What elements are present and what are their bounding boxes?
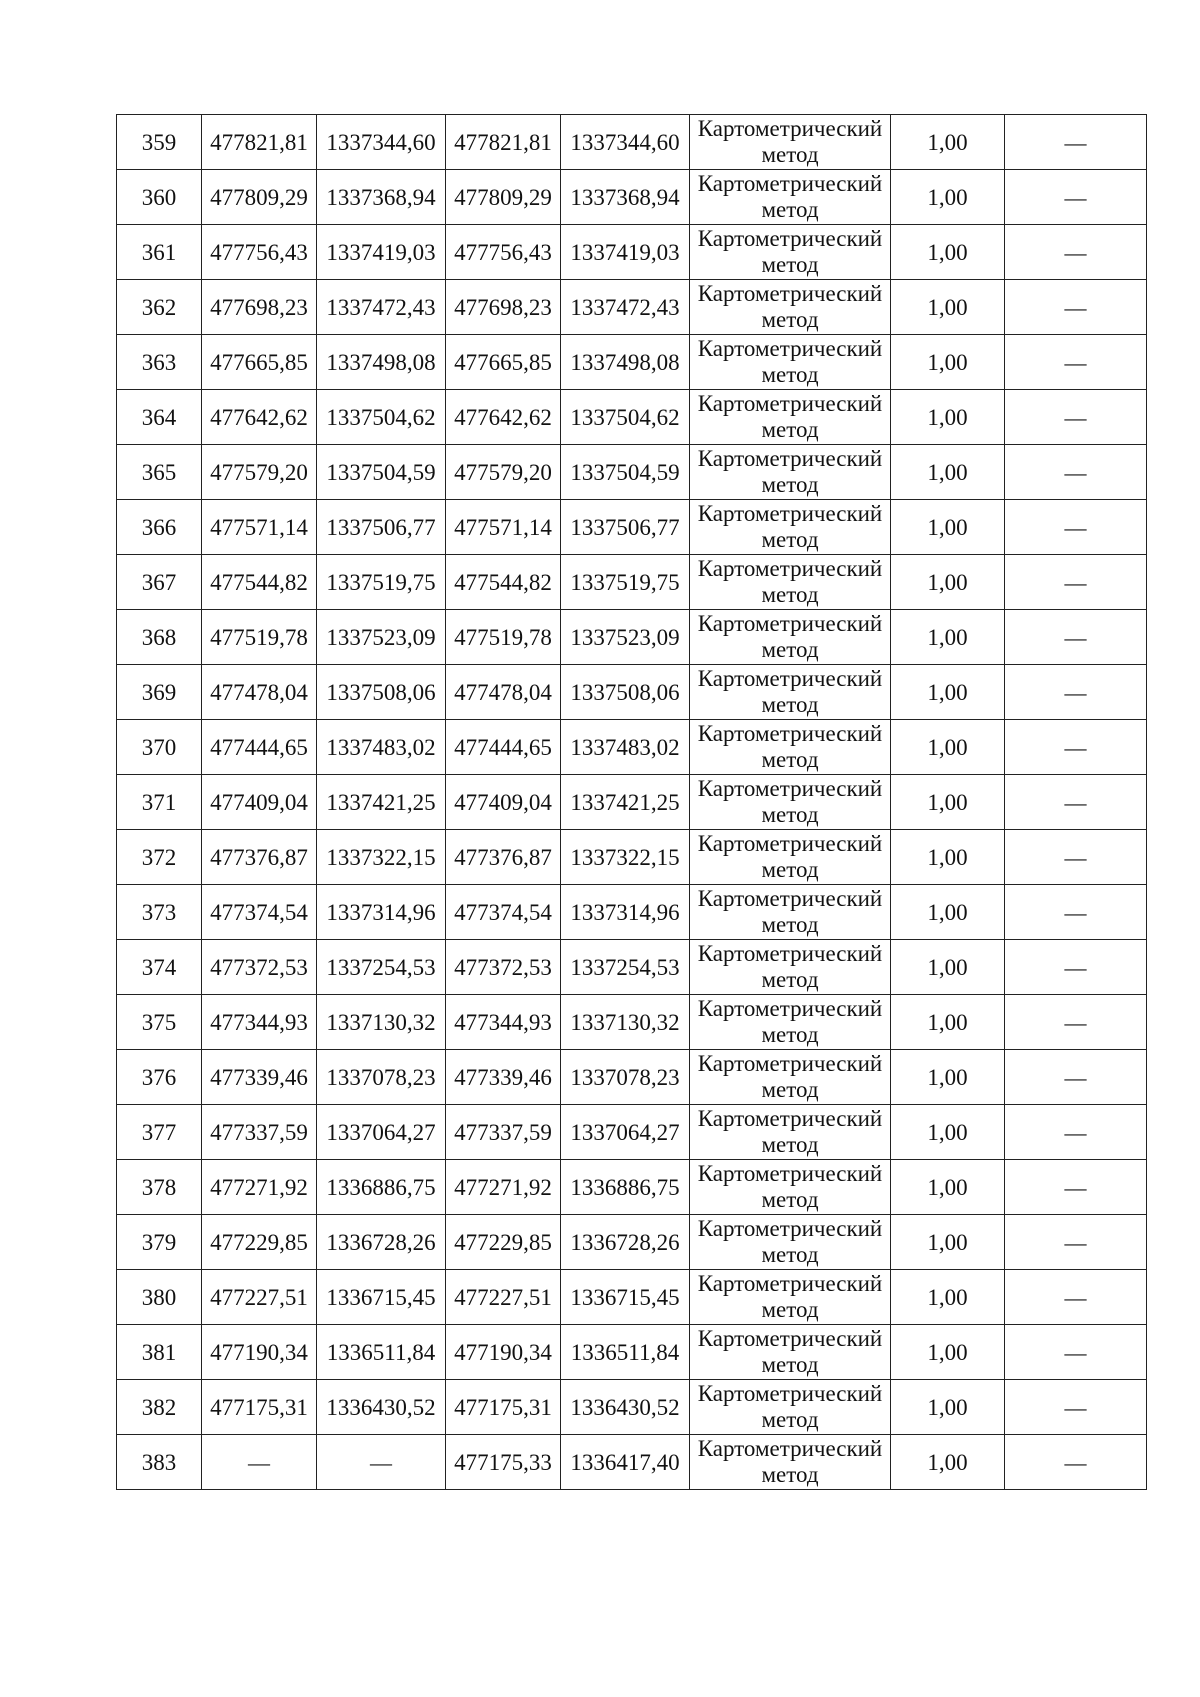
table-row <box>117 445 1147 500</box>
table-row <box>117 335 1147 390</box>
method-cell <box>690 1270 891 1325</box>
new-y-cell: 1337472,43 <box>561 280 690 335</box>
method-line-1: Картометрический <box>697 391 883 416</box>
description-cell: — <box>1005 1270 1147 1325</box>
old-y-cell: 1336511,84 <box>317 1325 446 1380</box>
method-cell <box>690 665 891 720</box>
method-line-2: метод <box>761 197 819 222</box>
method-cell <box>690 775 891 830</box>
accuracy-cell: 1,00 <box>891 555 1005 610</box>
new-x-cell: 477190,34 <box>446 1325 561 1380</box>
table-row <box>117 1270 1147 1325</box>
old-y-cell: 1337419,03 <box>317 225 446 280</box>
method-cell <box>690 1435 891 1490</box>
new-x-cell: 477519,78 <box>446 610 561 665</box>
method-cell <box>690 445 891 500</box>
method-line-2: метод <box>761 1022 819 1047</box>
old-x-cell: 477756,43 <box>202 225 317 280</box>
new-x-cell: 477229,85 <box>446 1215 561 1270</box>
old-x-cell: 477376,87 <box>202 830 317 885</box>
new-y-cell: 1336728,26 <box>561 1215 690 1270</box>
old-y-cell: 1336886,75 <box>317 1160 446 1215</box>
method-line-1: Картометрический <box>697 1436 883 1461</box>
method-line-2: метод <box>761 747 819 772</box>
method-cell <box>690 1325 891 1380</box>
old-y-cell: 1337504,59 <box>317 445 446 500</box>
method-line-1: Картометрический <box>697 446 883 471</box>
method-line-2: метод <box>761 417 819 442</box>
table-row <box>117 885 1147 940</box>
method-cell <box>690 115 891 170</box>
point-number-cell: 383 <box>117 1435 202 1490</box>
point-number-cell: 375 <box>117 995 202 1050</box>
point-number-cell: 367 <box>117 555 202 610</box>
table-row <box>117 940 1147 995</box>
accuracy-cell: 1,00 <box>891 940 1005 995</box>
point-number-cell: 376 <box>117 1050 202 1105</box>
old-x-cell: 477344,93 <box>202 995 317 1050</box>
new-x-cell: 477571,14 <box>446 500 561 555</box>
method-line-2: метод <box>761 1242 819 1267</box>
description-cell: — <box>1005 500 1147 555</box>
method-line-2: метод <box>761 142 819 167</box>
method-cell <box>690 1160 891 1215</box>
accuracy-cell: 1,00 <box>891 775 1005 830</box>
method-line-1: Картометрический <box>697 1326 883 1351</box>
accuracy-cell: 1,00 <box>891 1160 1005 1215</box>
table-row <box>117 500 1147 555</box>
old-x-cell: 477339,46 <box>202 1050 317 1105</box>
description-cell: — <box>1005 1160 1147 1215</box>
point-number-cell: 377 <box>117 1105 202 1160</box>
old-x-cell: 477571,14 <box>202 500 317 555</box>
old-x-cell: 477229,85 <box>202 1215 317 1270</box>
method-cell <box>690 830 891 885</box>
method-cell <box>690 885 891 940</box>
description-cell: — <box>1005 170 1147 225</box>
table-row <box>117 390 1147 445</box>
method-cell <box>690 1380 891 1435</box>
method-line-2: метод <box>761 1187 819 1212</box>
method-line-1: Картометрический <box>697 721 883 746</box>
old-y-cell: 1337508,06 <box>317 665 446 720</box>
point-number-cell: 366 <box>117 500 202 555</box>
old-x-cell: 477579,20 <box>202 445 317 500</box>
old-y-cell: 1336430,52 <box>317 1380 446 1435</box>
new-y-cell: 1337254,53 <box>561 940 690 995</box>
accuracy-cell: 1,00 <box>891 610 1005 665</box>
new-y-cell: 1337322,15 <box>561 830 690 885</box>
new-y-cell: 1337508,06 <box>561 665 690 720</box>
method-cell <box>690 500 891 555</box>
method-cell <box>690 170 891 225</box>
new-y-cell: 1336715,45 <box>561 1270 690 1325</box>
coordinates-table <box>116 114 1147 1490</box>
accuracy-cell: 1,00 <box>891 1270 1005 1325</box>
method-line-1: Картометрический <box>697 666 883 691</box>
old-y-cell: 1337498,08 <box>317 335 446 390</box>
new-y-cell: 1337078,23 <box>561 1050 690 1105</box>
new-y-cell: 1337483,02 <box>561 720 690 775</box>
old-y-cell: 1337064,27 <box>317 1105 446 1160</box>
old-x-cell: 477642,62 <box>202 390 317 445</box>
accuracy-cell: 1,00 <box>891 1435 1005 1490</box>
description-cell: — <box>1005 390 1147 445</box>
new-x-cell: 477175,31 <box>446 1380 561 1435</box>
method-line-2: метод <box>761 967 819 992</box>
point-number-cell: 379 <box>117 1215 202 1270</box>
method-line-1: Картометрический <box>697 611 883 636</box>
point-number-cell: 362 <box>117 280 202 335</box>
point-number-cell: 373 <box>117 885 202 940</box>
table-row <box>117 720 1147 775</box>
new-y-cell: 1337498,08 <box>561 335 690 390</box>
table-row <box>117 665 1147 720</box>
new-y-cell: 1337419,03 <box>561 225 690 280</box>
new-x-cell: 477698,23 <box>446 280 561 335</box>
table-row <box>117 1325 1147 1380</box>
new-y-cell: 1337344,60 <box>561 115 690 170</box>
new-y-cell: 1337368,94 <box>561 170 690 225</box>
old-y-cell: — <box>317 1435 446 1490</box>
table-row <box>117 170 1147 225</box>
table-row <box>117 830 1147 885</box>
table-row <box>117 1105 1147 1160</box>
table-row <box>117 1050 1147 1105</box>
description-cell: — <box>1005 940 1147 995</box>
method-line-1: Картометрический <box>697 1051 883 1076</box>
method-line-2: метод <box>761 1407 819 1432</box>
table-row <box>117 1435 1147 1490</box>
old-y-cell: 1337504,62 <box>317 390 446 445</box>
method-line-1: Картометрический <box>697 831 883 856</box>
method-cell <box>690 280 891 335</box>
point-number-cell: 372 <box>117 830 202 885</box>
new-y-cell: 1337506,77 <box>561 500 690 555</box>
method-cell <box>690 610 891 665</box>
new-x-cell: 477444,65 <box>446 720 561 775</box>
old-y-cell: 1337421,25 <box>317 775 446 830</box>
method-line-2: метод <box>761 1077 819 1102</box>
point-number-cell: 361 <box>117 225 202 280</box>
new-x-cell: 477372,53 <box>446 940 561 995</box>
point-number-cell: 382 <box>117 1380 202 1435</box>
new-x-cell: 477227,51 <box>446 1270 561 1325</box>
description-cell: — <box>1005 335 1147 390</box>
new-x-cell: 477374,54 <box>446 885 561 940</box>
method-line-1: Картометрический <box>697 226 883 251</box>
new-x-cell: 477409,04 <box>446 775 561 830</box>
new-x-cell: 477478,04 <box>446 665 561 720</box>
method-line-1: Картометрический <box>697 281 883 306</box>
old-x-cell: 477372,53 <box>202 940 317 995</box>
method-cell <box>690 1050 891 1105</box>
old-x-cell: 477698,23 <box>202 280 317 335</box>
old-y-cell: 1337314,96 <box>317 885 446 940</box>
new-x-cell: 477271,92 <box>446 1160 561 1215</box>
description-cell: — <box>1005 1380 1147 1435</box>
method-line-1: Картометрический <box>697 1106 883 1131</box>
description-cell: — <box>1005 225 1147 280</box>
table-row <box>117 610 1147 665</box>
old-y-cell: 1336715,45 <box>317 1270 446 1325</box>
method-line-1: Картометрический <box>697 171 883 196</box>
method-line-1: Картометрический <box>697 1216 883 1241</box>
point-number-cell: 365 <box>117 445 202 500</box>
accuracy-cell: 1,00 <box>891 115 1005 170</box>
method-line-1: Картометрический <box>697 1161 883 1186</box>
point-number-cell: 378 <box>117 1160 202 1215</box>
table-row <box>117 995 1147 1050</box>
point-number-cell: 363 <box>117 335 202 390</box>
accuracy-cell: 1,00 <box>891 280 1005 335</box>
old-x-cell: 477190,34 <box>202 1325 317 1380</box>
old-y-cell: 1337483,02 <box>317 720 446 775</box>
method-line-2: метод <box>761 802 819 827</box>
new-x-cell: 477809,29 <box>446 170 561 225</box>
old-x-cell: 477175,31 <box>202 1380 317 1435</box>
point-number-cell: 359 <box>117 115 202 170</box>
accuracy-cell: 1,00 <box>891 885 1005 940</box>
description-cell: — <box>1005 1325 1147 1380</box>
point-number-cell: 370 <box>117 720 202 775</box>
new-x-cell: 477579,20 <box>446 445 561 500</box>
old-x-cell: 477227,51 <box>202 1270 317 1325</box>
new-x-cell: 477344,93 <box>446 995 561 1050</box>
description-cell: — <box>1005 1105 1147 1160</box>
accuracy-cell: 1,00 <box>891 1325 1005 1380</box>
new-y-cell: 1337130,32 <box>561 995 690 1050</box>
accuracy-cell: 1,00 <box>891 665 1005 720</box>
accuracy-cell: 1,00 <box>891 225 1005 280</box>
description-cell: — <box>1005 280 1147 335</box>
new-y-cell: 1336417,40 <box>561 1435 690 1490</box>
new-x-cell: 477642,62 <box>446 390 561 445</box>
old-x-cell: 477665,85 <box>202 335 317 390</box>
point-number-cell: 380 <box>117 1270 202 1325</box>
new-y-cell: 1337523,09 <box>561 610 690 665</box>
old-y-cell: 1337523,09 <box>317 610 446 665</box>
accuracy-cell: 1,00 <box>891 1105 1005 1160</box>
description-cell: — <box>1005 115 1147 170</box>
new-x-cell: 477821,81 <box>446 115 561 170</box>
method-line-1: Картометрический <box>697 886 883 911</box>
table-row <box>117 115 1147 170</box>
method-line-1: Картометрический <box>697 336 883 361</box>
old-y-cell: 1337519,75 <box>317 555 446 610</box>
table-row <box>117 1215 1147 1270</box>
old-x-cell: 477374,54 <box>202 885 317 940</box>
point-number-cell: 368 <box>117 610 202 665</box>
point-number-cell: 364 <box>117 390 202 445</box>
accuracy-cell: 1,00 <box>891 720 1005 775</box>
method-line-2: метод <box>761 1352 819 1377</box>
old-y-cell: 1337322,15 <box>317 830 446 885</box>
table-row <box>117 280 1147 335</box>
new-y-cell: 1337504,62 <box>561 390 690 445</box>
description-cell: — <box>1005 885 1147 940</box>
description-cell: — <box>1005 445 1147 500</box>
point-number-cell: 371 <box>117 775 202 830</box>
description-cell: — <box>1005 610 1147 665</box>
method-line-1: Картометрический <box>697 1381 883 1406</box>
new-y-cell: 1336430,52 <box>561 1380 690 1435</box>
accuracy-cell: 1,00 <box>891 1215 1005 1270</box>
method-line-2: метод <box>761 1132 819 1157</box>
method-line-2: метод <box>761 1462 819 1487</box>
old-y-cell: 1337368,94 <box>317 170 446 225</box>
new-y-cell: 1336511,84 <box>561 1325 690 1380</box>
description-cell: — <box>1005 720 1147 775</box>
method-line-2: метод <box>761 527 819 552</box>
method-line-2: метод <box>761 692 819 717</box>
method-line-2: метод <box>761 307 819 332</box>
old-x-cell: 477519,78 <box>202 610 317 665</box>
old-y-cell: 1337344,60 <box>317 115 446 170</box>
method-cell <box>690 1105 891 1160</box>
accuracy-cell: 1,00 <box>891 830 1005 885</box>
method-cell <box>690 390 891 445</box>
table-row <box>117 1380 1147 1435</box>
old-x-cell: 477821,81 <box>202 115 317 170</box>
new-x-cell: 477544,82 <box>446 555 561 610</box>
table-body <box>117 115 1147 1490</box>
accuracy-cell: 1,00 <box>891 1050 1005 1105</box>
description-cell: — <box>1005 1215 1147 1270</box>
old-x-cell: 477337,59 <box>202 1105 317 1160</box>
table-row <box>117 225 1147 280</box>
method-cell <box>690 940 891 995</box>
description-cell: — <box>1005 1050 1147 1105</box>
accuracy-cell: 1,00 <box>891 170 1005 225</box>
new-x-cell: 477339,46 <box>446 1050 561 1105</box>
accuracy-cell: 1,00 <box>891 1380 1005 1435</box>
method-cell <box>690 720 891 775</box>
old-y-cell: 1337254,53 <box>317 940 446 995</box>
accuracy-cell: 1,00 <box>891 500 1005 555</box>
description-cell: — <box>1005 775 1147 830</box>
description-cell: — <box>1005 830 1147 885</box>
new-y-cell: 1337314,96 <box>561 885 690 940</box>
point-number-cell: 369 <box>117 665 202 720</box>
method-line-1: Картометрический <box>697 941 883 966</box>
old-x-cell: 477271,92 <box>202 1160 317 1215</box>
new-x-cell: 477756,43 <box>446 225 561 280</box>
method-line-1: Картометрический <box>697 776 883 801</box>
new-y-cell: 1337421,25 <box>561 775 690 830</box>
new-x-cell: 477376,87 <box>446 830 561 885</box>
method-line-2: метод <box>761 1297 819 1322</box>
old-y-cell: 1336728,26 <box>317 1215 446 1270</box>
old-x-cell: 477478,04 <box>202 665 317 720</box>
new-x-cell: 477175,33 <box>446 1435 561 1490</box>
old-x-cell: 477544,82 <box>202 555 317 610</box>
new-x-cell: 477337,59 <box>446 1105 561 1160</box>
method-line-2: метод <box>761 912 819 937</box>
old-x-cell: 477409,04 <box>202 775 317 830</box>
new-x-cell: 477665,85 <box>446 335 561 390</box>
old-x-cell: 477444,65 <box>202 720 317 775</box>
method-line-1: Картометрический <box>697 996 883 1021</box>
old-x-cell: 477809,29 <box>202 170 317 225</box>
table-row <box>117 555 1147 610</box>
method-line-2: метод <box>761 857 819 882</box>
method-line-2: метод <box>761 362 819 387</box>
description-cell: — <box>1005 995 1147 1050</box>
table-row <box>117 775 1147 830</box>
point-number-cell: 360 <box>117 170 202 225</box>
new-y-cell: 1337504,59 <box>561 445 690 500</box>
description-cell: — <box>1005 555 1147 610</box>
point-number-cell: 381 <box>117 1325 202 1380</box>
method-cell <box>690 1215 891 1270</box>
method-line-1: Картометрический <box>697 116 883 141</box>
new-y-cell: 1336886,75 <box>561 1160 690 1215</box>
method-cell <box>690 335 891 390</box>
method-line-2: метод <box>761 472 819 497</box>
description-cell: — <box>1005 665 1147 720</box>
old-y-cell: 1337506,77 <box>317 500 446 555</box>
old-y-cell: 1337130,32 <box>317 995 446 1050</box>
accuracy-cell: 1,00 <box>891 995 1005 1050</box>
old-y-cell: 1337078,23 <box>317 1050 446 1105</box>
method-line-2: метод <box>761 637 819 662</box>
accuracy-cell: 1,00 <box>891 445 1005 500</box>
new-y-cell: 1337519,75 <box>561 555 690 610</box>
new-y-cell: 1337064,27 <box>561 1105 690 1160</box>
method-line-1: Картометрический <box>697 1271 883 1296</box>
method-cell <box>690 995 891 1050</box>
method-line-1: Картометрический <box>697 501 883 526</box>
table-row <box>117 1160 1147 1215</box>
method-cell <box>690 225 891 280</box>
description-cell: — <box>1005 1435 1147 1490</box>
old-x-cell: — <box>202 1435 317 1490</box>
old-y-cell: 1337472,43 <box>317 280 446 335</box>
method-line-2: метод <box>761 582 819 607</box>
method-line-1: Картометрический <box>697 556 883 581</box>
method-line-2: метод <box>761 252 819 277</box>
accuracy-cell: 1,00 <box>891 390 1005 445</box>
method-cell <box>690 555 891 610</box>
accuracy-cell: 1,00 <box>891 335 1005 390</box>
point-number-cell: 374 <box>117 940 202 995</box>
